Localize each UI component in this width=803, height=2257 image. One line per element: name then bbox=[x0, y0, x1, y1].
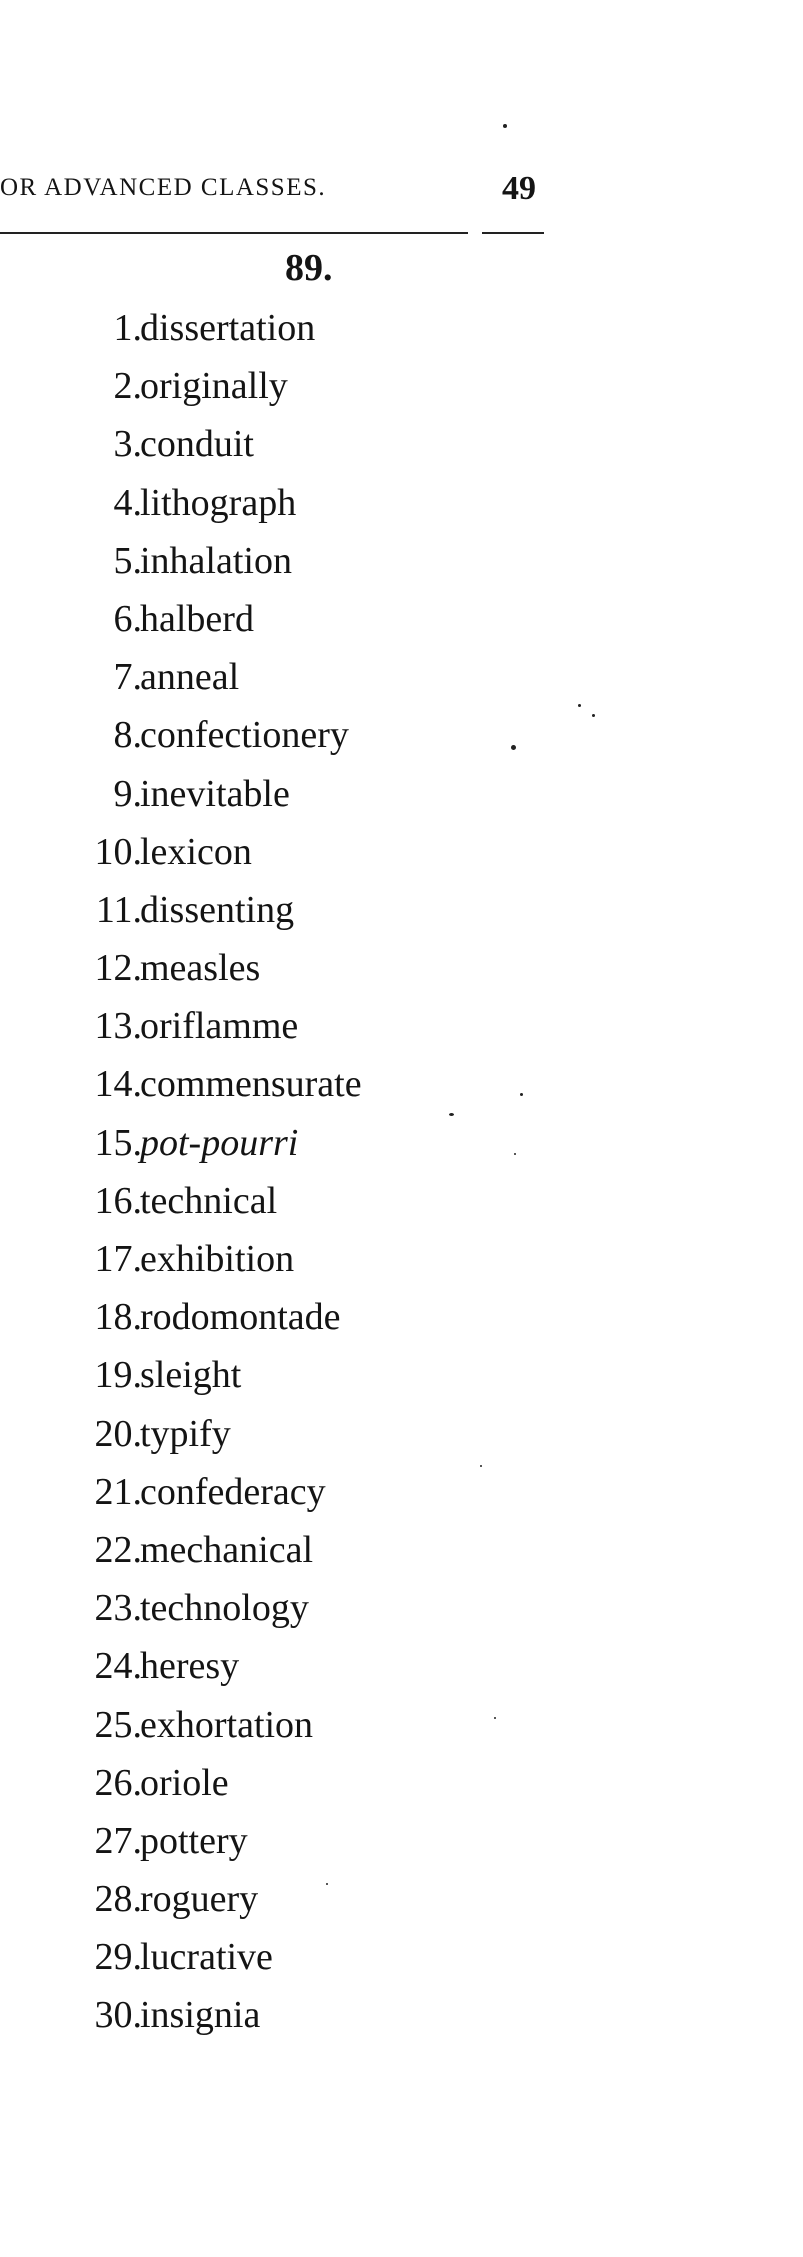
item-number: 20. bbox=[94, 1412, 142, 1455]
list-item bbox=[0, 1062, 480, 1120]
item-number: 8. bbox=[113, 714, 142, 757]
item-word: lucrative bbox=[140, 1936, 273, 1979]
item-word: dissenting bbox=[140, 888, 295, 931]
item-word: heresy bbox=[140, 1645, 240, 1688]
item-number: 18. bbox=[94, 1296, 142, 1339]
scan-speck bbox=[449, 1113, 454, 1116]
list-item bbox=[0, 1761, 480, 1819]
item-word: pot-pourri bbox=[140, 1121, 299, 1164]
item-word: typify bbox=[140, 1412, 231, 1455]
scan-speck bbox=[520, 1093, 523, 1096]
item-number: 10. bbox=[94, 830, 142, 873]
scan-speck bbox=[578, 704, 581, 707]
item-word: lithograph bbox=[140, 481, 297, 524]
scan-speck bbox=[494, 1717, 496, 1719]
item-word: commensurate bbox=[140, 1063, 362, 1106]
item-number: 23. bbox=[94, 1587, 142, 1630]
item-word: mechanical bbox=[140, 1528, 314, 1571]
page-number: 49 bbox=[502, 170, 536, 207]
list-item bbox=[0, 1703, 480, 1761]
list-item bbox=[0, 830, 480, 888]
item-word: lexicon bbox=[140, 830, 252, 873]
list-item bbox=[0, 364, 480, 422]
list-item bbox=[0, 1935, 480, 1993]
list-item bbox=[0, 1993, 480, 2051]
running-title: OR ADVANCED CLASSES. bbox=[0, 174, 327, 201]
item-number: 7. bbox=[113, 656, 142, 699]
list-item bbox=[0, 1877, 480, 1935]
item-number: 9. bbox=[113, 772, 142, 815]
item-number: 24. bbox=[94, 1645, 142, 1688]
page-number-rule bbox=[482, 232, 544, 234]
list-item bbox=[0, 655, 480, 713]
item-number: 27. bbox=[94, 1819, 142, 1862]
header-rule bbox=[0, 232, 468, 234]
item-word: exhortation bbox=[140, 1703, 314, 1746]
item-word: anneal bbox=[140, 656, 240, 699]
list-item bbox=[0, 888, 480, 946]
item-word: oriflamme bbox=[140, 1005, 299, 1048]
list-item bbox=[0, 946, 480, 1004]
scan-speck bbox=[511, 745, 516, 750]
item-word: insignia bbox=[140, 1994, 261, 2037]
list-item bbox=[0, 1179, 480, 1237]
item-word: inhalation bbox=[140, 539, 292, 582]
scan-speck bbox=[592, 714, 595, 717]
scan-speck bbox=[514, 1153, 516, 1155]
item-number: 13. bbox=[94, 1005, 142, 1048]
list-item bbox=[0, 1353, 480, 1411]
item-word: confederacy bbox=[140, 1470, 326, 1513]
scan-speck bbox=[480, 1465, 482, 1467]
list-item bbox=[0, 481, 480, 539]
item-number: 11. bbox=[95, 888, 142, 931]
item-word: technical bbox=[140, 1179, 278, 1222]
item-number: 1. bbox=[113, 307, 142, 349]
item-number: 26. bbox=[94, 1761, 142, 1804]
list-item bbox=[0, 1237, 480, 1295]
item-word: roguery bbox=[140, 1878, 259, 1921]
item-word: technology bbox=[140, 1587, 309, 1630]
word-list bbox=[0, 306, 480, 2052]
section-number: 89. bbox=[285, 247, 333, 289]
list-item bbox=[0, 1586, 480, 1644]
item-word: oriole bbox=[140, 1761, 229, 1804]
item-number: 17. bbox=[94, 1238, 142, 1280]
item-number: 12. bbox=[94, 947, 142, 990]
list-item bbox=[0, 422, 480, 480]
item-number: 3. bbox=[113, 423, 142, 466]
item-number: 15. bbox=[94, 1121, 142, 1164]
item-number: 6. bbox=[113, 597, 142, 640]
item-word: conduit bbox=[140, 423, 254, 466]
scan-speck bbox=[326, 1883, 328, 1885]
item-word: confectionery bbox=[140, 714, 349, 757]
item-word: dissertation bbox=[140, 307, 316, 349]
list-item bbox=[0, 1470, 480, 1528]
item-word: originally bbox=[140, 365, 288, 408]
list-item bbox=[0, 1819, 480, 1877]
list-item bbox=[0, 539, 480, 597]
running-header bbox=[0, 170, 560, 210]
item-word: measles bbox=[140, 947, 261, 990]
item-number: 14. bbox=[94, 1063, 142, 1106]
list-item bbox=[0, 1295, 480, 1353]
item-number: 2. bbox=[113, 365, 142, 408]
list-item bbox=[0, 1004, 480, 1062]
list-item bbox=[0, 1121, 480, 1179]
item-word: inevitable bbox=[140, 772, 290, 815]
item-number: 5. bbox=[113, 539, 142, 582]
item-number: 19. bbox=[94, 1354, 142, 1397]
scan-speck bbox=[503, 124, 507, 128]
list-item bbox=[0, 1644, 480, 1702]
item-number: 21. bbox=[94, 1470, 142, 1513]
list-item bbox=[0, 306, 480, 364]
item-number: 28. bbox=[94, 1878, 142, 1921]
list-item bbox=[0, 1412, 480, 1470]
item-number: 30. bbox=[94, 1994, 142, 2037]
item-word: rodomontade bbox=[140, 1296, 341, 1339]
item-word: pottery bbox=[140, 1819, 248, 1862]
item-number: 29. bbox=[94, 1936, 142, 1979]
item-word: exhibition bbox=[140, 1238, 295, 1280]
item-number: 25. bbox=[94, 1703, 142, 1746]
list-item bbox=[0, 597, 480, 655]
list-item bbox=[0, 772, 480, 830]
item-number: 22. bbox=[94, 1528, 142, 1571]
item-word: sleight bbox=[140, 1354, 242, 1397]
list-item bbox=[0, 713, 480, 771]
item-word: halberd bbox=[140, 597, 254, 640]
list-item bbox=[0, 1528, 480, 1586]
item-number: 16. bbox=[94, 1179, 142, 1222]
item-number: 4. bbox=[113, 481, 142, 524]
